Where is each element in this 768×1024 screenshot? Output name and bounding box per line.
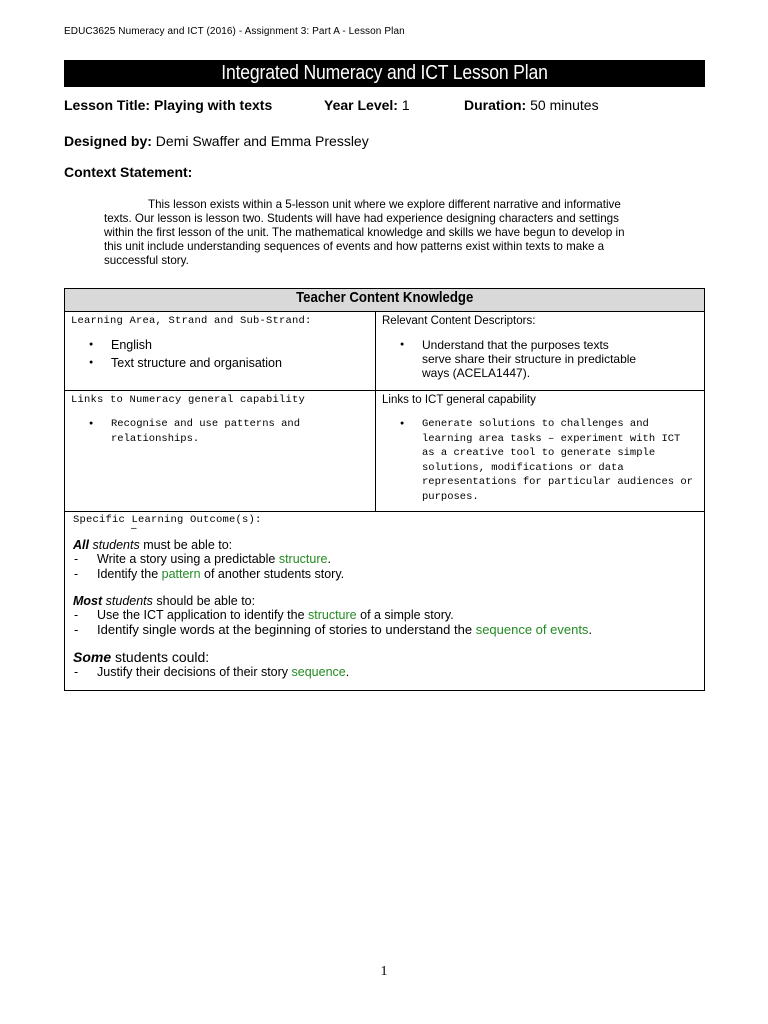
context-statement xyxy=(104,198,700,268)
designed-by-line xyxy=(64,133,369,149)
year-level-value: 1 xyxy=(401,97,410,113)
list-item: ● Text structure and organisation xyxy=(71,356,369,371)
some-students-heading: Some students could: xyxy=(73,649,210,665)
learning-area-label: Learning Area, Strand and Sub-Strand: xyxy=(71,315,312,327)
list-item: ● English xyxy=(71,338,369,353)
numeracy-capability-cell xyxy=(65,391,376,512)
list-item: - Identify single words at the beginning of stories to understand the sequence of events. xyxy=(73,623,696,638)
designed-by-value: Demi Swaffer and Emma Pressley xyxy=(155,133,369,149)
context-line: texts. Our lesson is lesson two. Students will have had experience designing characters and settings xyxy=(104,212,619,225)
learning-area-cell xyxy=(65,312,376,391)
most-students-list xyxy=(73,608,696,637)
lesson-title-value: Playing with texts xyxy=(153,97,273,113)
all-students-list xyxy=(73,552,696,581)
duration-line xyxy=(464,97,599,113)
document-title: Integrated Numeracy and ICT Lesson Plan xyxy=(221,62,548,84)
context-line: within the first lesson of the unit. The mathematical knowledge and skills we have begun to develop in xyxy=(104,226,625,239)
duration-label: Duration: xyxy=(464,97,527,113)
lesson-title-label: Lesson Title: xyxy=(64,97,151,113)
list-item: - Justify their decisions of their story sequence. xyxy=(73,665,696,680)
most-students-heading: Most students should be able to: xyxy=(73,594,256,608)
content-descriptors-list xyxy=(382,338,698,380)
learning-outcomes-label: Specific Learning Outcome(s): xyxy=(73,514,262,526)
list-item: - Use the ICT application to identify the structure of a simple story. xyxy=(73,608,696,623)
page-number: 1 xyxy=(380,964,388,979)
context-line: successful story. xyxy=(104,254,189,267)
numeracy-capability-label: Links to Numeracy general capability xyxy=(71,394,306,406)
ict-capability-cell xyxy=(376,391,705,512)
content-descriptors-label: Relevant Content Descriptors: xyxy=(382,315,536,327)
ict-capability-label: Links to ICT general capability xyxy=(382,394,536,406)
designed-by-label: Designed by: xyxy=(64,133,152,149)
running-header: EDUC3625 Numeracy and ICT (2016) - Assignment 3: Part A - Lesson Plan xyxy=(64,26,405,37)
all-students-heading: All students must be able to: xyxy=(73,538,233,552)
list-item: ● Recognise and use patterns and relationships. xyxy=(71,417,369,446)
duration-value: 50 minutes xyxy=(530,97,599,113)
context-heading-line xyxy=(64,164,192,180)
table-heading: Teacher Content Knowledge xyxy=(295,289,474,306)
list-item: ● Generate solutions to challenges and learning area tasks – experiment with ICT as a creative tool to generate simple solutions, modifications or data representations for particular audiences or purposes. xyxy=(382,417,698,504)
context-line: This lesson exists within a 5-lesson unit where we explore different narrative and informative xyxy=(148,198,621,211)
year-level-label: Year Level: xyxy=(324,97,398,113)
list-item: - Write a story using a predictable structure. xyxy=(73,552,696,567)
teacher-content-knowledge-table xyxy=(64,288,705,691)
context-line: this unit include understanding sequences of events and how patterns exist within texts to make a xyxy=(104,240,605,253)
learning-outcomes-cell xyxy=(65,512,705,691)
ict-capability-list xyxy=(382,417,698,504)
some-students-list xyxy=(73,665,696,680)
outcomes-dash: – xyxy=(131,523,137,534)
content-descriptors-cell xyxy=(376,312,705,391)
list-item: ● Understand that the purposes texts serve share their structure in predictable ways (ACELA1447). xyxy=(382,338,698,380)
document-title-bar xyxy=(64,60,705,87)
list-item: - Identify the pattern of another students story. xyxy=(73,567,696,582)
year-level-line xyxy=(324,97,410,113)
lesson-title-line xyxy=(64,97,272,113)
table-heading-cell xyxy=(65,289,705,312)
numeracy-capability-list xyxy=(71,417,369,446)
context-heading: Context Statement: xyxy=(64,164,193,180)
learning-area-list xyxy=(71,338,369,371)
